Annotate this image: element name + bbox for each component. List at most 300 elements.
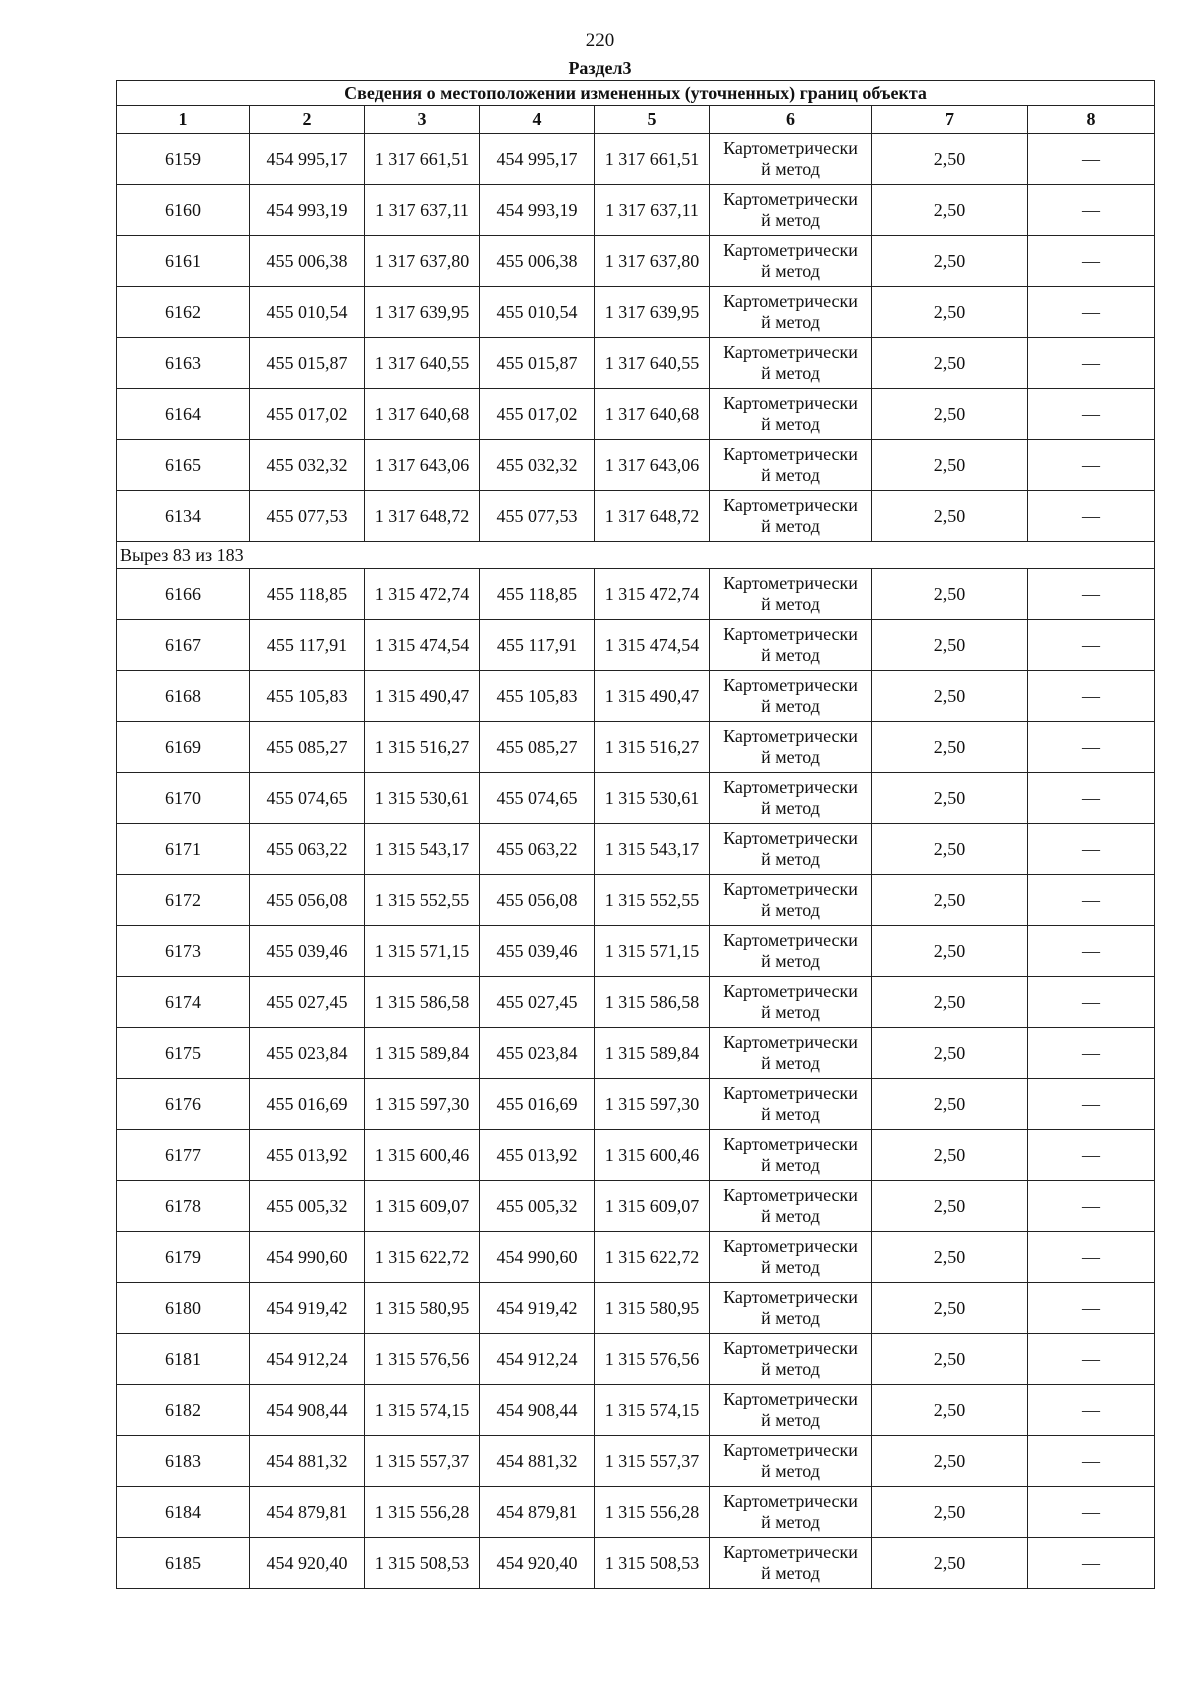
table-cell bbox=[710, 491, 872, 542]
table-cell: — bbox=[1028, 287, 1155, 338]
table-cell bbox=[710, 1436, 872, 1487]
table-cell: 2,50 bbox=[872, 722, 1028, 773]
table-cell: 454 881,32 bbox=[250, 1436, 365, 1487]
table-cell: 1 317 637,80 bbox=[595, 236, 710, 287]
method-line: й метод bbox=[761, 594, 820, 614]
table-cell: 455 016,69 bbox=[480, 1079, 595, 1130]
method-line: Картометрически bbox=[723, 1440, 858, 1460]
table-cell: 1 317 637,11 bbox=[365, 185, 480, 236]
table-row bbox=[117, 1487, 1155, 1538]
table-cell: — bbox=[1028, 440, 1155, 491]
method-line: й метод bbox=[761, 516, 820, 536]
table-cell: 2,50 bbox=[872, 1130, 1028, 1181]
table-cell: 1 317 648,72 bbox=[595, 491, 710, 542]
table-cell: 1 317 640,68 bbox=[365, 389, 480, 440]
table-cell: 6184 bbox=[117, 1487, 250, 1538]
table-cell: 1 315 622,72 bbox=[595, 1232, 710, 1283]
method-line: й метод bbox=[761, 1053, 820, 1073]
table-cell bbox=[710, 1283, 872, 1334]
table-cell: 455 039,46 bbox=[250, 926, 365, 977]
table-row bbox=[117, 389, 1155, 440]
table-cell: 455 056,08 bbox=[250, 875, 365, 926]
table-cell: 2,50 bbox=[872, 389, 1028, 440]
table-cell: — bbox=[1028, 1028, 1155, 1079]
table-cell: 454 919,42 bbox=[480, 1283, 595, 1334]
method-line: й метод bbox=[761, 1206, 820, 1226]
table-cell: — bbox=[1028, 134, 1155, 185]
method-line: Картометрически bbox=[723, 189, 858, 209]
table-cell: 6164 bbox=[117, 389, 250, 440]
table-cell: 1 317 643,06 bbox=[595, 440, 710, 491]
table-cell: 454 908,44 bbox=[250, 1385, 365, 1436]
table-cell: 1 315 557,37 bbox=[595, 1436, 710, 1487]
table-cell: 2,50 bbox=[872, 1181, 1028, 1232]
table-cell: 6161 bbox=[117, 236, 250, 287]
table-cell: — bbox=[1028, 1232, 1155, 1283]
table-cell: 1 315 600,46 bbox=[595, 1130, 710, 1181]
table-cell: 454 908,44 bbox=[480, 1385, 595, 1436]
table-cell: 2,50 bbox=[872, 491, 1028, 542]
table-cell: 455 117,91 bbox=[250, 620, 365, 671]
table-cell: 1 317 640,55 bbox=[595, 338, 710, 389]
table-cell: 455 006,38 bbox=[480, 236, 595, 287]
table-cell bbox=[710, 1487, 872, 1538]
table-cell: 1 315 508,53 bbox=[365, 1538, 480, 1589]
table-cell: 455 015,87 bbox=[250, 338, 365, 389]
table-row bbox=[117, 1079, 1155, 1130]
table-row bbox=[117, 569, 1155, 620]
table-cell: 455 085,27 bbox=[480, 722, 595, 773]
table-cell: 2,50 bbox=[872, 1232, 1028, 1283]
method-line: й метод bbox=[761, 1257, 820, 1277]
method-line: Картометрически bbox=[723, 624, 858, 644]
method-line: й метод bbox=[761, 849, 820, 869]
table-cell: 6175 bbox=[117, 1028, 250, 1079]
table-cell bbox=[710, 1334, 872, 1385]
method-line: Картометрически bbox=[723, 1134, 858, 1154]
method-line: Картометрически bbox=[723, 828, 858, 848]
table-cell: 1 315 571,15 bbox=[595, 926, 710, 977]
table-row bbox=[117, 926, 1155, 977]
method-line: Картометрически bbox=[723, 1389, 858, 1409]
table-cell: 1 315 597,30 bbox=[595, 1079, 710, 1130]
table-cell: — bbox=[1028, 1385, 1155, 1436]
table-cell: 1 315 622,72 bbox=[365, 1232, 480, 1283]
table-cell: 454 912,24 bbox=[250, 1334, 365, 1385]
table-cell bbox=[710, 722, 872, 773]
table-cell: — bbox=[1028, 773, 1155, 824]
table-row bbox=[117, 671, 1155, 722]
method-line: Картометрически bbox=[723, 879, 858, 899]
method-line: Картометрически bbox=[723, 573, 858, 593]
table-cell: 1 315 576,56 bbox=[365, 1334, 480, 1385]
table-cell: 455 074,65 bbox=[250, 773, 365, 824]
table-cell: 6167 bbox=[117, 620, 250, 671]
method-line: Картометрически bbox=[723, 393, 858, 413]
table-cell: 455 063,22 bbox=[250, 824, 365, 875]
method-line: й метод bbox=[761, 1359, 820, 1379]
table-cell bbox=[710, 875, 872, 926]
table-cell bbox=[710, 1538, 872, 1589]
table-cell: 1 315 516,27 bbox=[365, 722, 480, 773]
method-line: Картометрически bbox=[723, 1542, 858, 1562]
method-line: й метод bbox=[761, 951, 820, 971]
table-cell bbox=[710, 440, 872, 491]
method-line: й метод bbox=[761, 645, 820, 665]
table-cell: 1 317 643,06 bbox=[365, 440, 480, 491]
method-line: Картометрически bbox=[723, 777, 858, 797]
method-line: Картометрически bbox=[723, 1185, 858, 1205]
column-number: 8 bbox=[1028, 106, 1155, 134]
table-cell: 2,50 bbox=[872, 977, 1028, 1028]
method-line: й метод bbox=[761, 1410, 820, 1430]
table-cell: 1 315 589,84 bbox=[365, 1028, 480, 1079]
method-line: й метод bbox=[761, 261, 820, 281]
table-row bbox=[117, 1538, 1155, 1589]
table-cell: 455 017,02 bbox=[250, 389, 365, 440]
table-cell: — bbox=[1028, 185, 1155, 236]
table-cell: 455 010,54 bbox=[480, 287, 595, 338]
table-row bbox=[117, 1130, 1155, 1181]
method-line: й метод bbox=[761, 1461, 820, 1481]
table-cell: 6169 bbox=[117, 722, 250, 773]
method-line: Картометрически bbox=[723, 495, 858, 515]
table-cell: 454 919,42 bbox=[250, 1283, 365, 1334]
method-line: й метод bbox=[761, 312, 820, 332]
table-cell: 2,50 bbox=[872, 926, 1028, 977]
column-number: 2 bbox=[250, 106, 365, 134]
table-cell bbox=[710, 287, 872, 338]
table-cell: 455 032,32 bbox=[480, 440, 595, 491]
table-cell bbox=[710, 1232, 872, 1283]
table-cell: 2,50 bbox=[872, 824, 1028, 875]
method-line: й метод bbox=[761, 696, 820, 716]
table-cell: 2,50 bbox=[872, 236, 1028, 287]
table-row bbox=[117, 620, 1155, 671]
table-cell: 1 315 586,58 bbox=[595, 977, 710, 1028]
table-row bbox=[117, 134, 1155, 185]
method-line: Картометрически bbox=[723, 291, 858, 311]
table-cell: 6172 bbox=[117, 875, 250, 926]
table-cell: 6160 bbox=[117, 185, 250, 236]
method-line: Картометрически bbox=[723, 981, 858, 1001]
method-line: Картометрически bbox=[723, 1032, 858, 1052]
table-cell: 1 315 516,27 bbox=[595, 722, 710, 773]
column-number: 3 bbox=[365, 106, 480, 134]
table-cell: — bbox=[1028, 1181, 1155, 1232]
table-cell bbox=[710, 773, 872, 824]
table-cell: 2,50 bbox=[872, 287, 1028, 338]
table-cell: 1 315 552,55 bbox=[365, 875, 480, 926]
column-number: 1 bbox=[117, 106, 250, 134]
method-line: Картометрически bbox=[723, 342, 858, 362]
table-cell: — bbox=[1028, 1130, 1155, 1181]
table-cell: 1 315 472,74 bbox=[365, 569, 480, 620]
table-cell: 454 912,24 bbox=[480, 1334, 595, 1385]
table-cell: 2,50 bbox=[872, 773, 1028, 824]
table-row bbox=[117, 236, 1155, 287]
table-cell: 1 317 648,72 bbox=[365, 491, 480, 542]
table-cell: 455 085,27 bbox=[250, 722, 365, 773]
column-number: 7 bbox=[872, 106, 1028, 134]
table-cell: 455 027,45 bbox=[480, 977, 595, 1028]
table-cell: 1 315 609,07 bbox=[365, 1181, 480, 1232]
table-cell bbox=[710, 1079, 872, 1130]
method-line: й метод bbox=[761, 900, 820, 920]
table-cell: — bbox=[1028, 1436, 1155, 1487]
table-cell: 454 881,32 bbox=[480, 1436, 595, 1487]
table-cell bbox=[710, 620, 872, 671]
table-cell: 1 317 640,55 bbox=[365, 338, 480, 389]
table-cell bbox=[710, 338, 872, 389]
table-cell: 1 315 574,15 bbox=[365, 1385, 480, 1436]
table-cell: 6176 bbox=[117, 1079, 250, 1130]
table-cell: 455 077,53 bbox=[250, 491, 365, 542]
method-line: й метод bbox=[761, 1308, 820, 1328]
table-cell: 2,50 bbox=[872, 1436, 1028, 1487]
table-cell: 1 315 543,17 bbox=[365, 824, 480, 875]
table-cell bbox=[710, 1028, 872, 1079]
table-cell: 1 315 557,37 bbox=[365, 1436, 480, 1487]
table-cell: 2,50 bbox=[872, 338, 1028, 389]
method-line: й метод bbox=[761, 1002, 820, 1022]
table-cell: 1 315 530,61 bbox=[595, 773, 710, 824]
table-row bbox=[117, 1181, 1155, 1232]
table-cell: 1 315 589,84 bbox=[595, 1028, 710, 1079]
table-cell: 454 993,19 bbox=[480, 185, 595, 236]
table-cell: — bbox=[1028, 569, 1155, 620]
table-cell: 2,50 bbox=[872, 1334, 1028, 1385]
table-cell: 1 315 609,07 bbox=[595, 1181, 710, 1232]
table-cell: — bbox=[1028, 1487, 1155, 1538]
table-cell: 454 920,40 bbox=[250, 1538, 365, 1589]
table-cell: 2,50 bbox=[872, 1487, 1028, 1538]
boundary-coordinates-table bbox=[116, 80, 1155, 1589]
page-number: 220 bbox=[585, 30, 615, 51]
table-cell: 455 056,08 bbox=[480, 875, 595, 926]
table-row bbox=[117, 338, 1155, 389]
table-cell: — bbox=[1028, 1334, 1155, 1385]
table-cell: 2,50 bbox=[872, 440, 1028, 491]
table-cell: 1 315 580,95 bbox=[595, 1283, 710, 1334]
table-row bbox=[117, 824, 1155, 875]
table-row bbox=[117, 722, 1155, 773]
table-cell: 1 315 474,54 bbox=[365, 620, 480, 671]
table-cell: — bbox=[1028, 491, 1155, 542]
table-cell bbox=[710, 926, 872, 977]
table-cell bbox=[710, 1385, 872, 1436]
table-cell: 1 317 661,51 bbox=[365, 134, 480, 185]
table-cell: 2,50 bbox=[872, 1283, 1028, 1334]
column-number: 6 bbox=[710, 106, 872, 134]
table-cell: 1 315 474,54 bbox=[595, 620, 710, 671]
method-line: Картометрически bbox=[723, 1338, 858, 1358]
table-cell: 6185 bbox=[117, 1538, 250, 1589]
table-cell: — bbox=[1028, 1538, 1155, 1589]
table-cell: 6183 bbox=[117, 1436, 250, 1487]
table-cell: 1 317 640,68 bbox=[595, 389, 710, 440]
column-number: 4 bbox=[480, 106, 595, 134]
table-cell bbox=[710, 977, 872, 1028]
table-cell: 455 010,54 bbox=[250, 287, 365, 338]
method-line: й метод bbox=[761, 747, 820, 767]
table-cell: 6163 bbox=[117, 338, 250, 389]
table-cell: 455 117,91 bbox=[480, 620, 595, 671]
table-cell bbox=[710, 1181, 872, 1232]
method-line: Картометрически bbox=[723, 1287, 858, 1307]
table-cell bbox=[710, 389, 872, 440]
table-cell bbox=[710, 569, 872, 620]
table-cell: 1 315 571,15 bbox=[365, 926, 480, 977]
table-cell: 1 315 600,46 bbox=[365, 1130, 480, 1181]
table-cell: — bbox=[1028, 236, 1155, 287]
table-row bbox=[117, 1334, 1155, 1385]
table-cell: 455 118,85 bbox=[250, 569, 365, 620]
table-cell: 2,50 bbox=[872, 1385, 1028, 1436]
table-cell: 1 315 490,47 bbox=[595, 671, 710, 722]
table-cell: 454 990,60 bbox=[480, 1232, 595, 1283]
table-cell: 6173 bbox=[117, 926, 250, 977]
table-row bbox=[117, 185, 1155, 236]
table-cell: 455 006,38 bbox=[250, 236, 365, 287]
method-line: й метод bbox=[761, 798, 820, 818]
table-cell bbox=[710, 824, 872, 875]
table-cell: 1 315 586,58 bbox=[365, 977, 480, 1028]
table-cell: 2,50 bbox=[872, 1028, 1028, 1079]
table-cell: 455 015,87 bbox=[480, 338, 595, 389]
table-cell: 455 039,46 bbox=[480, 926, 595, 977]
table-cell bbox=[710, 671, 872, 722]
table-cell: 1 317 661,51 bbox=[595, 134, 710, 185]
table-cell: 2,50 bbox=[872, 1538, 1028, 1589]
table-cell: 6168 bbox=[117, 671, 250, 722]
table-cell: — bbox=[1028, 338, 1155, 389]
table-cell: 1 315 580,95 bbox=[365, 1283, 480, 1334]
table-cell: 6178 bbox=[117, 1181, 250, 1232]
method-line: Картометрически bbox=[723, 444, 858, 464]
method-line: й метод bbox=[761, 414, 820, 434]
table-cell: 454 990,60 bbox=[250, 1232, 365, 1283]
table-cell: 454 995,17 bbox=[250, 134, 365, 185]
table-cell: 6174 bbox=[117, 977, 250, 1028]
table-cell: 1 317 637,11 bbox=[595, 185, 710, 236]
table-row bbox=[117, 1232, 1155, 1283]
table-cell: — bbox=[1028, 875, 1155, 926]
table-cell: 1 317 639,95 bbox=[595, 287, 710, 338]
table-row bbox=[117, 1283, 1155, 1334]
table-row bbox=[117, 875, 1155, 926]
column-number-row bbox=[117, 106, 1155, 134]
table-row bbox=[117, 977, 1155, 1028]
table-cell: — bbox=[1028, 722, 1155, 773]
method-line: й метод bbox=[761, 159, 820, 179]
table-cell: 455 027,45 bbox=[250, 977, 365, 1028]
table-row bbox=[117, 440, 1155, 491]
method-line: й метод bbox=[761, 1104, 820, 1124]
table-cell: 1 315 508,53 bbox=[595, 1538, 710, 1589]
method-line: Картометрически bbox=[723, 1083, 858, 1103]
table-cell: 1 317 639,95 bbox=[365, 287, 480, 338]
group-row bbox=[117, 542, 1155, 569]
table-cell: 455 023,84 bbox=[250, 1028, 365, 1079]
table-cell: 454 879,81 bbox=[250, 1487, 365, 1538]
method-line: й метод bbox=[761, 210, 820, 230]
table-row bbox=[117, 491, 1155, 542]
table-cell: 455 005,32 bbox=[480, 1181, 595, 1232]
table-caption: Сведения о местоположении измененных (уточненных) границ объекта bbox=[117, 81, 1155, 106]
method-line: Картометрически bbox=[723, 726, 858, 746]
table-cell: — bbox=[1028, 824, 1155, 875]
table-cell: 455 017,02 bbox=[480, 389, 595, 440]
table-cell: 6159 bbox=[117, 134, 250, 185]
table-cell: 6181 bbox=[117, 1334, 250, 1385]
table-row bbox=[117, 1028, 1155, 1079]
table-cell: 6162 bbox=[117, 287, 250, 338]
table-cell: 1 315 576,56 bbox=[595, 1334, 710, 1385]
table-cell: 454 993,19 bbox=[250, 185, 365, 236]
table-cell: 455 077,53 bbox=[480, 491, 595, 542]
table-cell: 1 315 472,74 bbox=[595, 569, 710, 620]
table-cell bbox=[710, 236, 872, 287]
table-cell bbox=[710, 134, 872, 185]
table-row bbox=[117, 287, 1155, 338]
table-cell: 455 063,22 bbox=[480, 824, 595, 875]
table-cell: 2,50 bbox=[872, 875, 1028, 926]
table-cell: 454 879,81 bbox=[480, 1487, 595, 1538]
table-cell: 6179 bbox=[117, 1232, 250, 1283]
table-cell: 455 005,32 bbox=[250, 1181, 365, 1232]
table-cell: 1 315 556,28 bbox=[595, 1487, 710, 1538]
method-line: й метод bbox=[761, 1155, 820, 1175]
table-cell: 1 315 490,47 bbox=[365, 671, 480, 722]
table-cell: — bbox=[1028, 1079, 1155, 1130]
table-cell: 455 023,84 bbox=[480, 1028, 595, 1079]
table-cell: 1 315 597,30 bbox=[365, 1079, 480, 1130]
table-cell: 2,50 bbox=[872, 671, 1028, 722]
table-cell: — bbox=[1028, 926, 1155, 977]
table-cell: 6166 bbox=[117, 569, 250, 620]
table-cell: 2,50 bbox=[872, 569, 1028, 620]
table-cell: 455 016,69 bbox=[250, 1079, 365, 1130]
method-line: й метод bbox=[761, 465, 820, 485]
method-line: Картометрически bbox=[723, 675, 858, 695]
table-cell bbox=[710, 185, 872, 236]
table-cell: 1 315 530,61 bbox=[365, 773, 480, 824]
table-cell: 454 920,40 bbox=[480, 1538, 595, 1589]
table-cell: 1 315 556,28 bbox=[365, 1487, 480, 1538]
column-number: 5 bbox=[595, 106, 710, 134]
table-cell: 1 317 637,80 bbox=[365, 236, 480, 287]
table-cell: 454 995,17 bbox=[480, 134, 595, 185]
table-cell: 1 315 574,15 bbox=[595, 1385, 710, 1436]
table-cell: 2,50 bbox=[872, 620, 1028, 671]
table-cell: 6134 bbox=[117, 491, 250, 542]
table-cell: 2,50 bbox=[872, 1079, 1028, 1130]
method-line: й метод bbox=[761, 1563, 820, 1583]
table-cell: 6165 bbox=[117, 440, 250, 491]
method-line: Картометрически bbox=[723, 1236, 858, 1256]
table-cell: 1 315 543,17 bbox=[595, 824, 710, 875]
table-cell: 2,50 bbox=[872, 134, 1028, 185]
table-cell: 1 315 552,55 bbox=[595, 875, 710, 926]
table-cell: — bbox=[1028, 620, 1155, 671]
table-cell bbox=[710, 1130, 872, 1181]
method-line: Картометрически bbox=[723, 1491, 858, 1511]
table-cell: 455 118,85 bbox=[480, 569, 595, 620]
table-cell: 6170 bbox=[117, 773, 250, 824]
section-title: Раздел3 bbox=[568, 58, 632, 78]
table-cell: 6171 bbox=[117, 824, 250, 875]
